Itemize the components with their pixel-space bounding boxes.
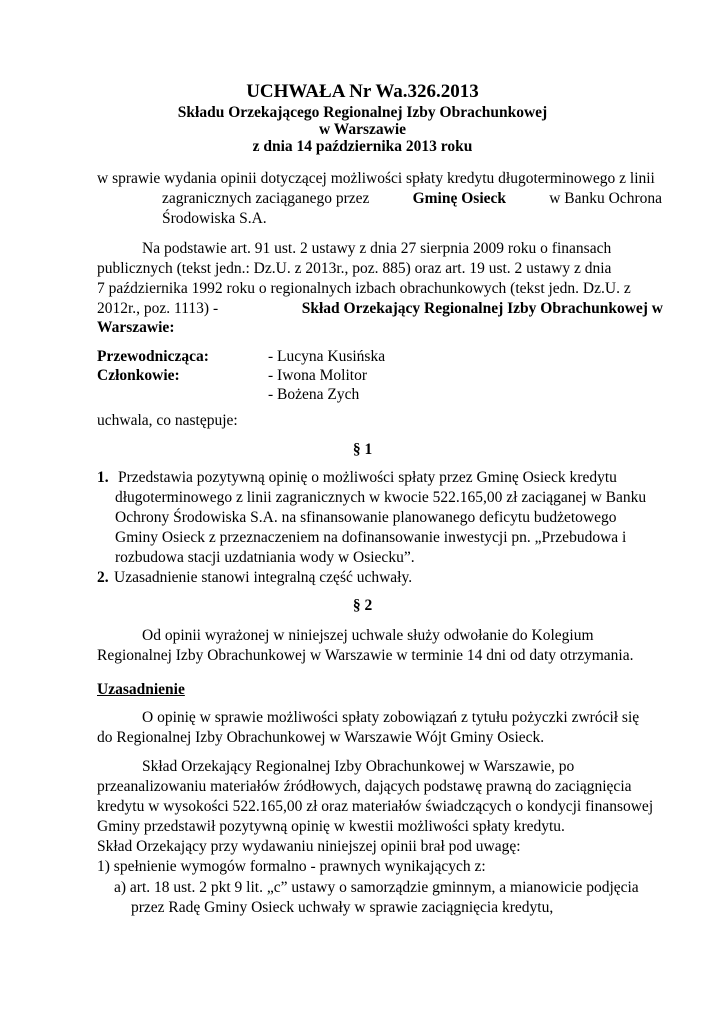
basis-line-1: Na podstawie art. 91 ust. 2 ustawy z dnia 27 sierpnia 2009 roku o finansach: [142, 240, 612, 257]
subject-line-1: w sprawie wydania opinii dotyczącej możliwości spłaty kredytu długoterminowego z linii: [97, 170, 655, 187]
section-1-point-1-line-1: Przedstawia pozytywną opinię o możliwości spłaty przez Gminę Osieck kredytu: [118, 469, 617, 486]
basis-line-4: [97, 298, 663, 319]
justification-p2-line-2: przeanalizowaniu materiałów źródłowych, dających podstawę prawną do zaciągnięcia: [97, 778, 632, 795]
section-2-heading: § 2: [352, 597, 373, 614]
member-name-2: - Bożena Zych: [268, 386, 360, 403]
section-1-point-1-line-5: rozbudowa stacji uzdatniania wody w Osiecku”.: [115, 549, 415, 566]
chair-name: - Lucyna Kusińska: [268, 348, 386, 365]
justification-p4: 1) spełnienie wymogów formalno - prawnych wynikających z:: [97, 858, 486, 875]
justification-p1-line-2: do Regionalnej Izby Obrachunkowej w Warszawie Wójt Gminy Osieck.: [97, 729, 545, 746]
section-1-point-2-text: Uzasadnienie stanowi integralną część uchwały.: [114, 569, 413, 586]
section-1-heading: § 1: [352, 441, 373, 458]
justification-p2-line-4: Gminy przedstawił pozytywną opinię w kwestii możliwości spłaty kredytu.: [97, 818, 565, 835]
resolve-line: uchwala, co następuje:: [97, 412, 238, 429]
document-subtitle: Składu Orzekającego Regionalnej Izby Obrachunkowej: [177, 104, 548, 121]
justification-item-a-line-1: a) art. 18 ust. 2 pkt 9 lit. „c” ustawy o samorządzie gminnym, a mianowicie podjęcia: [114, 879, 639, 896]
subject-text-c: w Banku Ochrona: [549, 190, 662, 207]
basis-citation: 2012r., poz. 1113) -: [97, 300, 219, 317]
document-location: w Warszawie: [318, 121, 407, 138]
document-title: UCHWAŁA Nr Wa.326.2013: [246, 81, 479, 102]
basis-line-3: 7 października 1992 roku o regionalnych izbach obrachunkowych (tekst jedn. Dz.U. z: [97, 280, 631, 297]
subject-line-2: [162, 188, 662, 209]
section-2-line-1: Od opinii wyrażonej w niniejszej uchwale służy odwołanie do Kolegium: [142, 627, 594, 644]
section-1-point-1-line-2: długoterminowego z linii zagranicznych w kwocie 522.165,00 zł zaciąganej w Banku: [115, 489, 647, 506]
justification-p2-line-1: Skład Orzekający Regionalnej Izby Obrachunkowej w Warszawie, po: [142, 758, 575, 775]
subject-municipality: Gminę Osieck: [412, 190, 507, 207]
justification-p3: Skład Orzekający przy wydawaniu niniejszej opinii brał pod uwagę:: [97, 838, 521, 855]
basis-body-name: Skład Orzekający Regionalnej Izby Obrachunkowej w: [301, 300, 663, 317]
justification-item-a-line-2: przez Radę Gminy Osieck uchwały w sprawie zaciągnięcia kredytu,: [131, 899, 554, 916]
section-1-point-1-line-3: Ochrony Środowiska S.A. na sfinansowanie planowanego deficytu budżetowego: [115, 509, 617, 526]
section-1-point-1-number: 1.: [97, 469, 109, 486]
justification-p1-line-1: O opinię w sprawie możliwości spłaty zobowiązań z tytułu pożyczki zwrócił się: [142, 709, 640, 726]
section-2-line-2: Regionalnej Izby Obrachunkowej w Warszawie w terminie 14 dni od daty otrzymania.: [97, 647, 634, 664]
chair-label: Przewodnicząca:: [97, 348, 209, 365]
justification-heading: Uzasadnienie: [97, 681, 185, 698]
subject-text-a: zagranicznych zaciąganego przez: [162, 190, 370, 207]
basis-line-2: publicznych (tekst jedn.: Dz.U. z 2013r., poz. 885) oraz art. 19 ust. 2 ustawy z dnia: [97, 260, 612, 277]
section-1-point-1-line-4: Gminy Osieck z przeznaczeniem na dofinansowanie inwestycji pn. „Przebudowa i: [115, 529, 627, 546]
document-date: z dnia 14 października 2013 roku: [252, 138, 473, 155]
section-1-point-2-number: 2.: [97, 569, 109, 586]
members-label: Członkowie:: [97, 367, 180, 384]
basis-line-5: Warszawie:: [97, 319, 175, 336]
subject-line-3: Środowiska S.A.: [162, 210, 267, 227]
member-name-1: - Iwona Molitor: [268, 367, 368, 384]
justification-p2-line-3: kredytu w wysokości 522.165,00 zł oraz materiałów świadczących o kondycji finansowej: [97, 798, 654, 815]
